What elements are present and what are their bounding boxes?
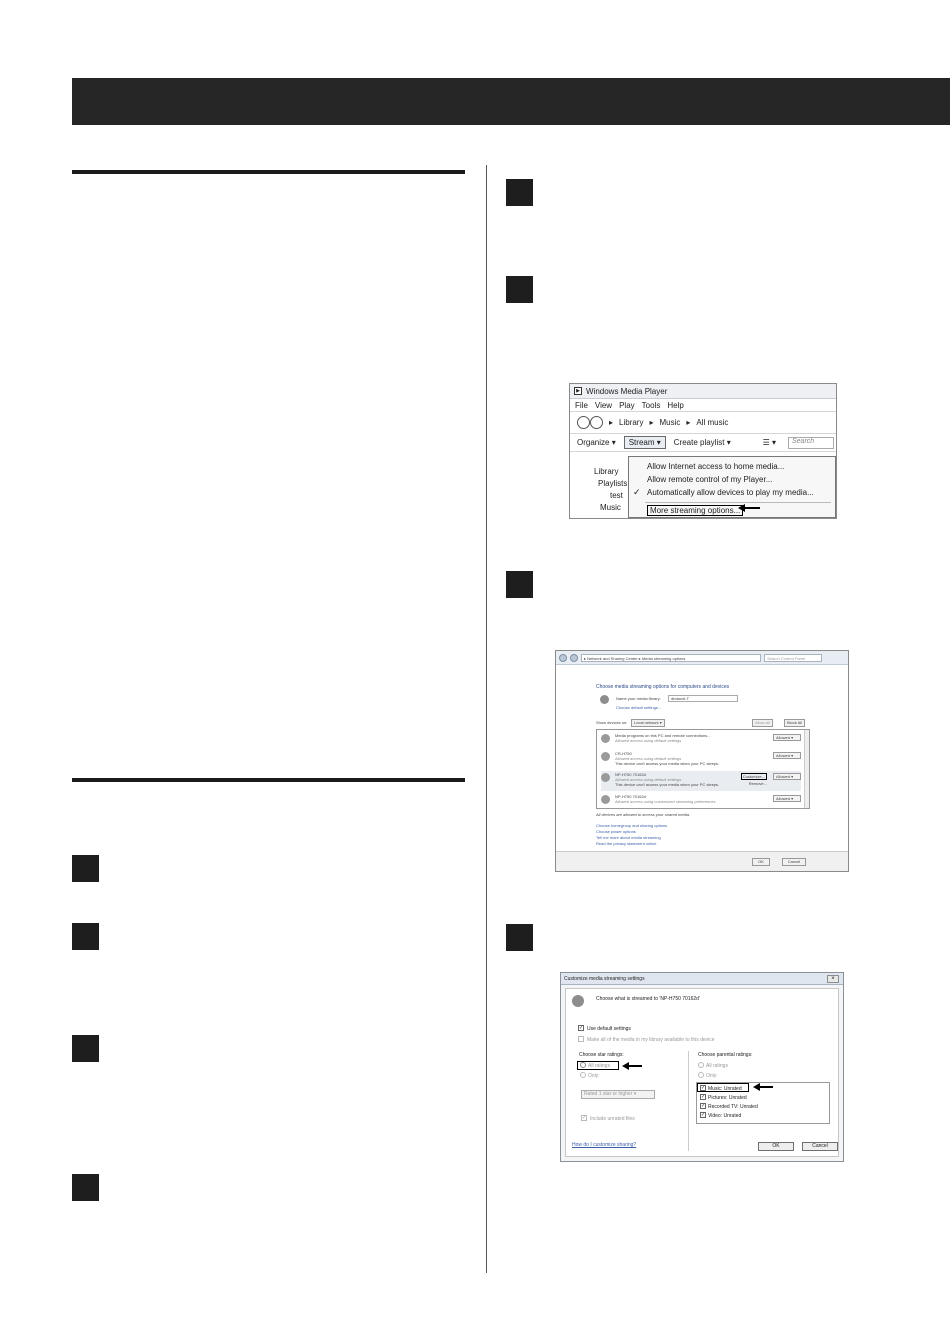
device-status-text: Allowed access using customized streaming preferences (615, 799, 716, 804)
show-devices-label: Show devices on: (596, 720, 628, 725)
arrow-left-icon (753, 1082, 773, 1092)
menu-item-remote-control[interactable]: Allow remote control of my Player... (647, 475, 773, 484)
list-item[interactable] (601, 771, 801, 791)
arrow-left-icon (622, 1061, 642, 1071)
breadcrumb-all-music[interactable]: All music (696, 418, 729, 427)
cancel-button[interactable]: Cancel (802, 1142, 838, 1151)
menu-item-internet-access[interactable]: Allow Internet access to home media... (647, 462, 785, 471)
link-list (596, 823, 667, 847)
breadcrumb-library[interactable]: Library (619, 418, 644, 427)
organize-button[interactable] (577, 438, 616, 447)
all-allowed-text: All devices are allowed to access your shared media. (596, 812, 691, 817)
sidebar-item-library[interactable]: Library (594, 467, 619, 476)
list-item[interactable] (601, 793, 801, 813)
device-name: NP-H750 70162d (615, 772, 646, 777)
step-box (72, 923, 99, 950)
stream-dropdown-menu (628, 456, 836, 518)
parental-item-label: Pictures: Unrated (708, 1095, 747, 1101)
sidebar-item-music[interactable]: Music (600, 503, 621, 512)
device-name: Media programs on this PC and remote connections... (615, 733, 711, 738)
search-input[interactable]: Search (788, 437, 834, 449)
parental-all-radio[interactable] (698, 1062, 704, 1068)
organize-label: Organize (577, 438, 610, 447)
checkmark-icon: ✓ (633, 487, 641, 497)
parental-item-checkbox[interactable]: ✓ (701, 1094, 706, 1100)
show-devices-value: Local network (634, 720, 659, 725)
link-more-about-streaming[interactable]: Tell me more about media streaming (596, 835, 661, 840)
chevron-right-icon: ▸ (649, 418, 654, 427)
ok-button[interactable]: OK (752, 858, 770, 866)
wmp-title: Windows Media Player (586, 386, 668, 396)
column-divider (688, 1051, 689, 1151)
step-box (72, 855, 99, 882)
view-options-icon[interactable]: ☰ ▾ (762, 438, 776, 447)
back-button[interactable] (577, 416, 590, 429)
device-note: This device can't access your media when your PC sleeps. (615, 782, 720, 787)
parental-only-radio[interactable] (698, 1072, 704, 1078)
remove-link[interactable]: Remove... (748, 781, 767, 786)
block-all-button[interactable]: Block All (784, 719, 805, 727)
make-all-label: Make all of the media in my library available to this device (587, 1037, 715, 1043)
device-status-text: Allowed access using default settings (615, 756, 682, 761)
stream-button[interactable] (624, 436, 666, 449)
device-icon (572, 995, 584, 1007)
allow-all-button[interactable]: Allow All (752, 719, 773, 727)
menu-item-auto-allow[interactable]: Automatically allow devices to play my media... (647, 488, 814, 497)
device-icon (601, 795, 610, 804)
caret-down-icon: ▾ (611, 438, 616, 447)
make-all-checkbox[interactable] (578, 1036, 584, 1042)
only-label: Only: (588, 1073, 600, 1079)
address-bar (556, 651, 848, 665)
link-homegroup[interactable]: Choose homegroup and sharing options (596, 823, 668, 828)
menu-view[interactable]: View (594, 400, 613, 410)
device-status-text: Allowed access using default settings (615, 777, 682, 782)
wmp-menubar (570, 399, 836, 412)
breadcrumb (609, 418, 728, 427)
create-playlist-label: Create playlist (673, 438, 725, 447)
section-rule-top (72, 170, 465, 174)
star-ratings-label: Choose star ratings: (579, 1052, 624, 1058)
parental-item-checkbox[interactable]: ✓ (701, 1112, 706, 1118)
library-icon (600, 695, 609, 704)
wmp-titlebar (570, 384, 836, 399)
rating-select[interactable]: Rated 1 star or higher ▾ (581, 1090, 655, 1099)
customize-streaming-dialog (560, 972, 844, 1162)
caret-down-icon: ▾ (656, 438, 661, 447)
use-default-checkbox[interactable]: ✓ (579, 1025, 584, 1031)
dialog-body (565, 988, 839, 1157)
scrollbar[interactable] (804, 730, 809, 808)
sidebar-item-playlists[interactable]: Playlists (598, 479, 628, 488)
device-allowed-value: Allowed (776, 753, 791, 758)
device-name: NP-H750 70162d (615, 794, 646, 799)
library-name-label: Name your media library: (616, 696, 661, 701)
search-input[interactable]: Search Control Panel (764, 654, 822, 662)
close-icon[interactable]: × (827, 975, 839, 983)
device-allowed-value: Allowed (776, 796, 791, 801)
breadcrumb-music[interactable]: Music (659, 418, 681, 427)
device-allowed-select[interactable]: Allowed ▾ (773, 795, 801, 802)
forward-button[interactable] (570, 654, 578, 662)
parental-item-label: Music: Unrated (708, 1086, 742, 1092)
step-box (506, 179, 533, 206)
stream-label: Stream (628, 438, 655, 447)
device-name: CR-H750 (615, 751, 632, 756)
link-privacy[interactable]: Read the privacy statement online (596, 841, 657, 846)
device-allowed-select[interactable]: Allowed ▾ (773, 752, 801, 759)
wmp-toolbar (570, 434, 836, 452)
device-status-text: Allowed access using default settings (615, 738, 682, 743)
cancel-button[interactable]: Cancel (782, 858, 806, 866)
device-allowed-select[interactable]: Allowed ▾ (773, 734, 801, 741)
menu-item-more-streaming-options[interactable]: More streaming options... (647, 505, 743, 516)
customize-link[interactable]: Customize... (742, 774, 765, 779)
use-default-label: Use default settings (587, 1026, 631, 1032)
forward-button[interactable] (590, 416, 603, 429)
device-heading: Choose what is streamed to 'NP-H750 70162d' (596, 996, 700, 1002)
wmp-screenshot (569, 383, 837, 519)
menu-tools[interactable]: Tools (641, 400, 661, 410)
arrow-left-icon (738, 503, 760, 513)
chevron-right-icon: ▸ (609, 418, 614, 427)
step-box (72, 1035, 99, 1062)
parental-only-label: Only: (706, 1073, 718, 1079)
column-divider (486, 165, 487, 1273)
step-box (506, 924, 533, 951)
chevron-right-icon: ▸ (686, 418, 691, 427)
device-allowed-value: Allowed (776, 774, 791, 779)
media-streaming-options-screenshot (555, 650, 849, 872)
dialog-title: Customize media streaming settings (561, 973, 843, 985)
library-name-input[interactable]: dbdacnt-T (668, 695, 738, 702)
default-settings-link[interactable]: Choose default settings... (616, 705, 662, 710)
parental-item-checkbox[interactable]: ✓ (701, 1085, 706, 1091)
parental-item-checkbox[interactable]: ✓ (701, 1103, 706, 1109)
show-devices-select[interactable]: Local network ▾ (631, 719, 665, 727)
device-allowed-value: Allowed (776, 735, 791, 740)
section-rule-mid (72, 778, 465, 782)
device-icon (601, 734, 610, 743)
only-radio[interactable] (580, 1072, 586, 1078)
all-ratings-radio[interactable] (580, 1062, 586, 1068)
include-unrated-label: Include unrated files (590, 1116, 635, 1122)
step-box (506, 571, 533, 598)
device-icon (601, 773, 610, 782)
caret-down-icon: ▾ (726, 438, 731, 447)
list-item[interactable] (601, 750, 801, 770)
device-list (596, 729, 810, 809)
wmp-sidebar (578, 466, 632, 514)
parental-ratings-label: Choose parental ratings: (698, 1052, 753, 1058)
all-ratings-label: All ratings (588, 1063, 610, 1069)
list-item[interactable] (601, 732, 801, 752)
parental-all-label: All ratings (706, 1063, 728, 1069)
device-icon (601, 752, 610, 761)
step-box (72, 1174, 99, 1201)
section-header-bar (72, 78, 950, 125)
ok-button[interactable]: OK (758, 1142, 794, 1151)
address-field[interactable]: ▸ Network and Sharing Center ▸ Media streaming options (581, 654, 761, 662)
menu-play[interactable]: Play (619, 400, 635, 410)
media-player-icon: ▶ (574, 387, 582, 395)
menu-file[interactable]: File (575, 400, 588, 410)
parental-item-label: Recorded TV: Unrated (708, 1104, 758, 1110)
rating-select-value: Rated 1 star or higher (584, 1091, 633, 1097)
sidebar-item-test[interactable]: test (610, 491, 623, 500)
page-heading: Choose media streaming options for computers and devices (596, 684, 730, 690)
device-allowed-select[interactable]: Allowed ▾ (773, 773, 801, 780)
menu-help[interactable]: Help (667, 400, 684, 410)
create-playlist-button[interactable] (674, 438, 731, 447)
step-box (506, 276, 533, 303)
wmp-nav-row (570, 412, 836, 434)
link-power-options[interactable]: Choose power options (596, 829, 636, 834)
parental-item-label: Video: Unrated (708, 1113, 742, 1119)
include-unrated-checkbox[interactable]: ✓ (582, 1115, 587, 1121)
back-button[interactable] (559, 654, 567, 662)
dialog-footer (556, 851, 848, 871)
device-note: This device can't access your media when your PC sleeps. (615, 761, 720, 766)
help-link[interactable]: How do I customize sharing? (572, 1142, 637, 1148)
